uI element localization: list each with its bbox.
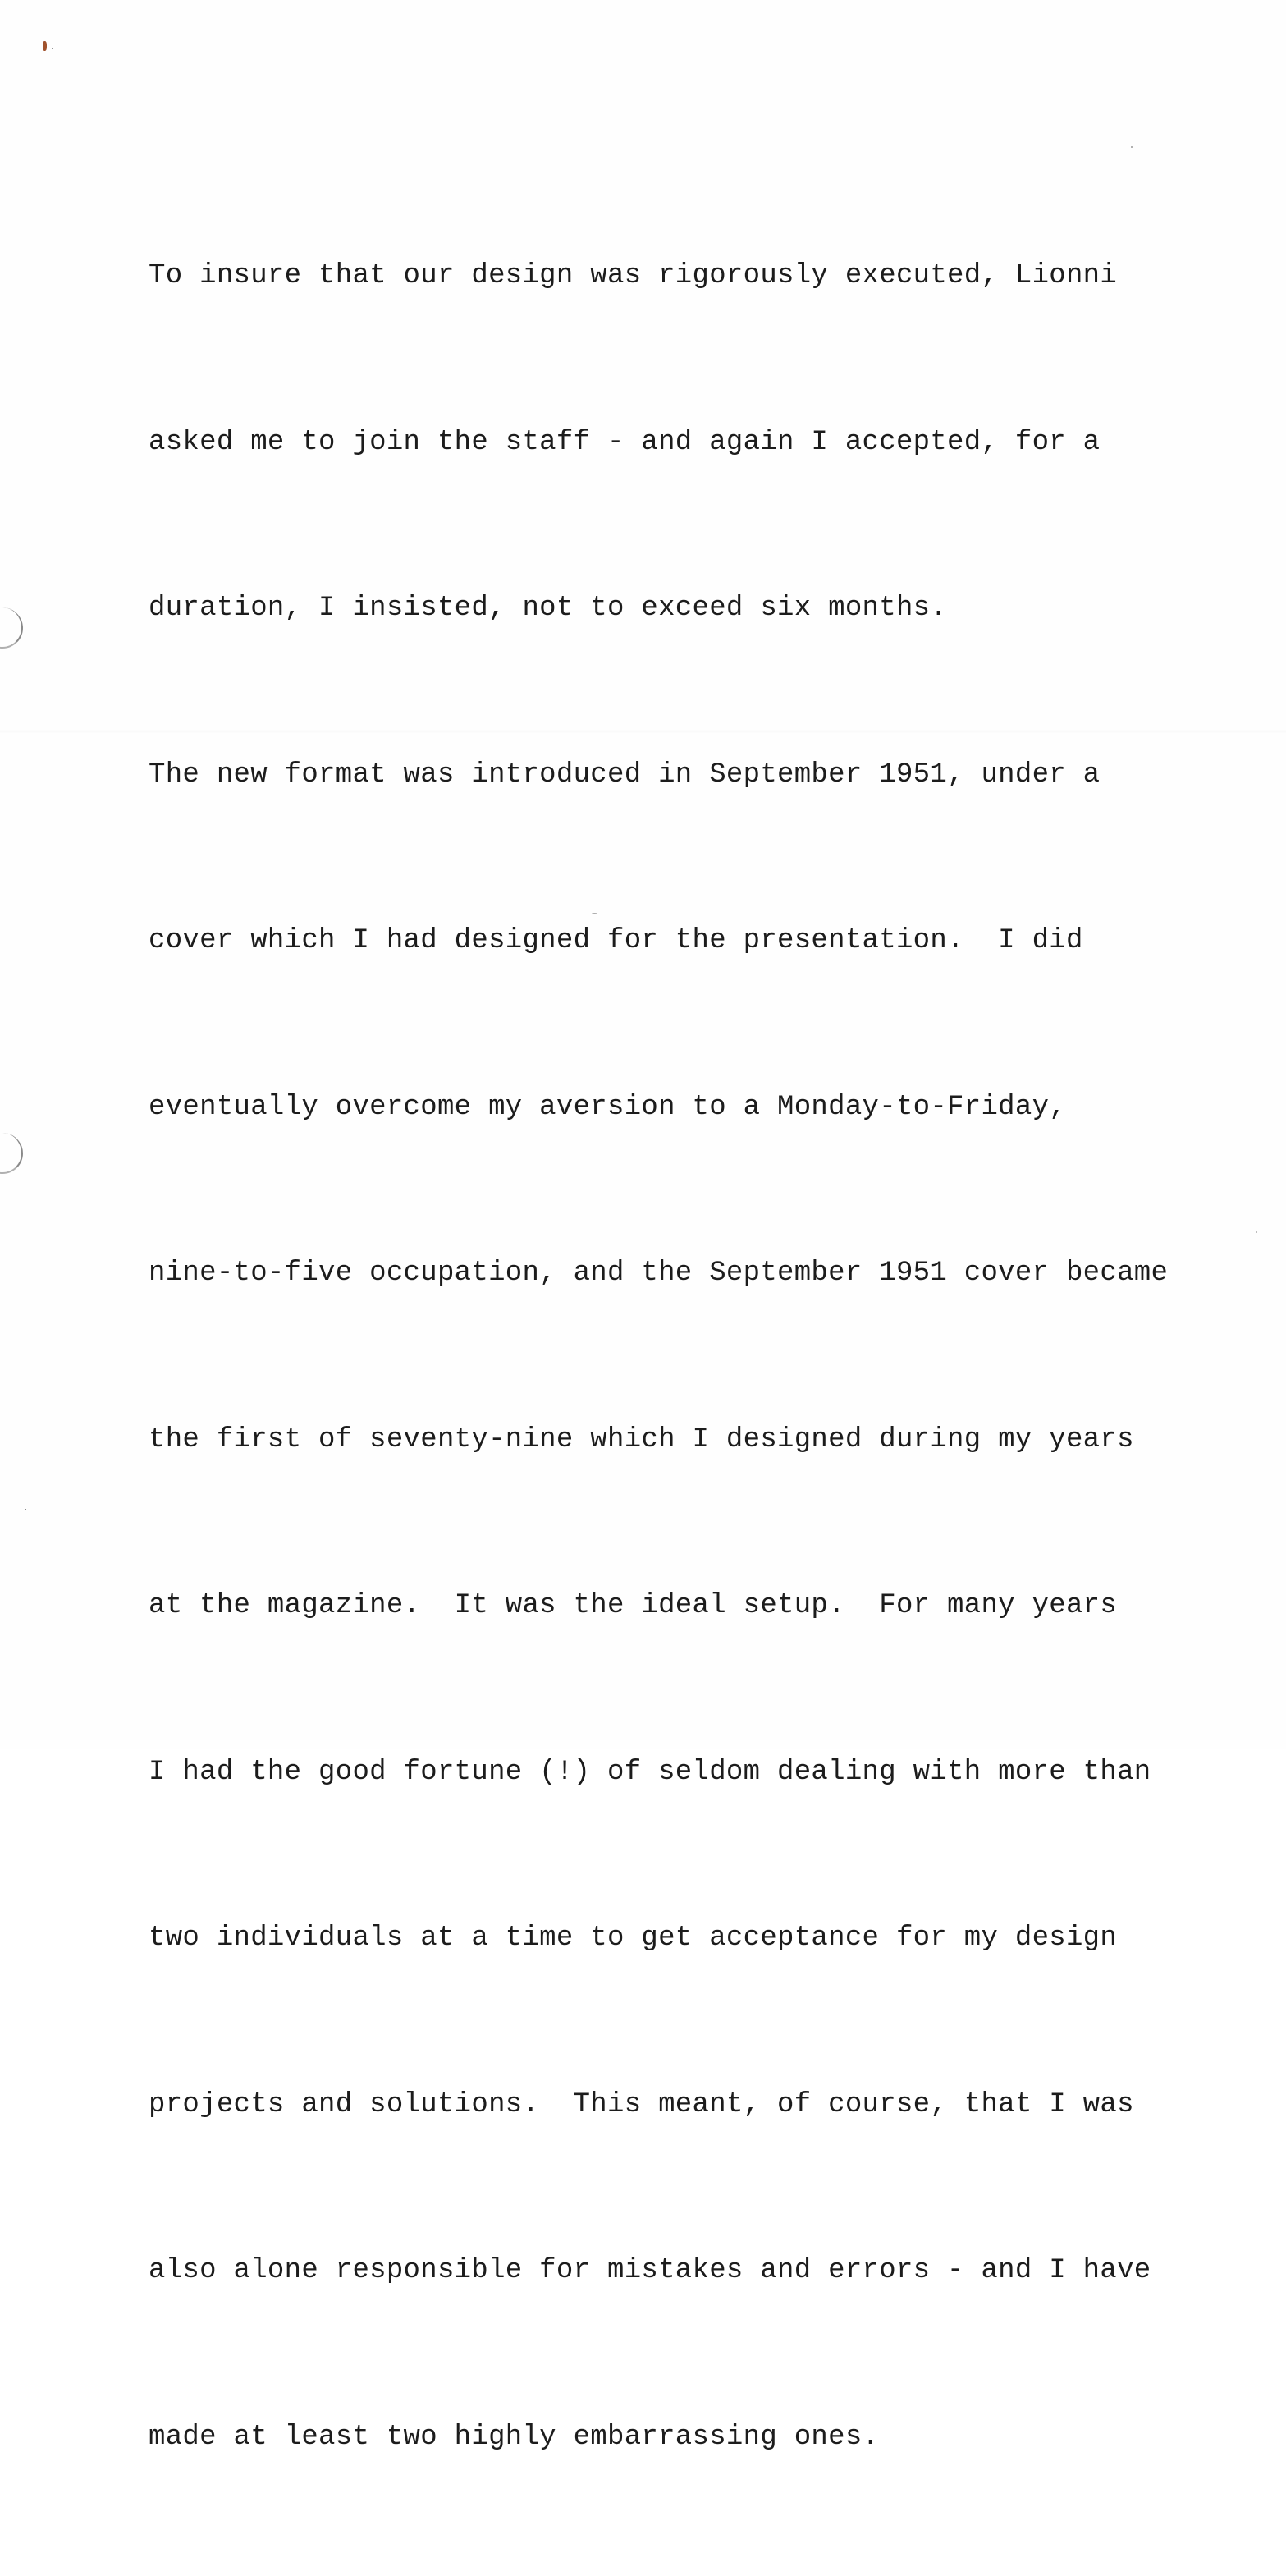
dust-speck: [52, 48, 53, 49]
text-line: asked me to join the staff - and again I accepted, for a: [149, 426, 1101, 458]
text-line: nine-to-five occupation, and the September 1951 cover became: [149, 1258, 1169, 1289]
text-line: cover which I had designed for the presentation. I did: [149, 925, 1083, 956]
punch-hole-mark: [0, 1133, 23, 1174]
rust-stain-mark: [43, 41, 47, 51]
text-line: the first of seventy-nine which I designed during my years: [149, 1423, 1134, 1455]
text-line: projects and solutions. This meant, of course, that I was: [149, 2088, 1134, 2120]
typed-paragraph: [149, 138, 1183, 2576]
text-line: at the magazine. It was the ideal setup. For many years: [149, 1590, 1118, 1621]
text-line: made at least two highly embarrassing ones.: [149, 2421, 880, 2453]
text-line: The new format was introduced in September 1951, under a: [149, 759, 1101, 791]
dust-speck: [25, 1509, 26, 1510]
punch-hole-mark: [0, 607, 23, 649]
text-line: I had the good fortune (!) of seldom dealing with more than: [149, 1756, 1151, 1788]
dust-speck: [1256, 1231, 1257, 1233]
text-line: To insure that our design was rigorously executed, Lionni: [149, 260, 1118, 291]
text-line: two individuals at a time to get acceptance for my design: [149, 1923, 1118, 1954]
text-line: also alone responsible for mistakes and errors - and I have: [149, 2255, 1151, 2286]
text-line: duration, I insisted, not to exceed six months.: [149, 593, 948, 624]
text-line: eventually overcome my aversion to a Monday-to-Friday,: [149, 1091, 1066, 1123]
